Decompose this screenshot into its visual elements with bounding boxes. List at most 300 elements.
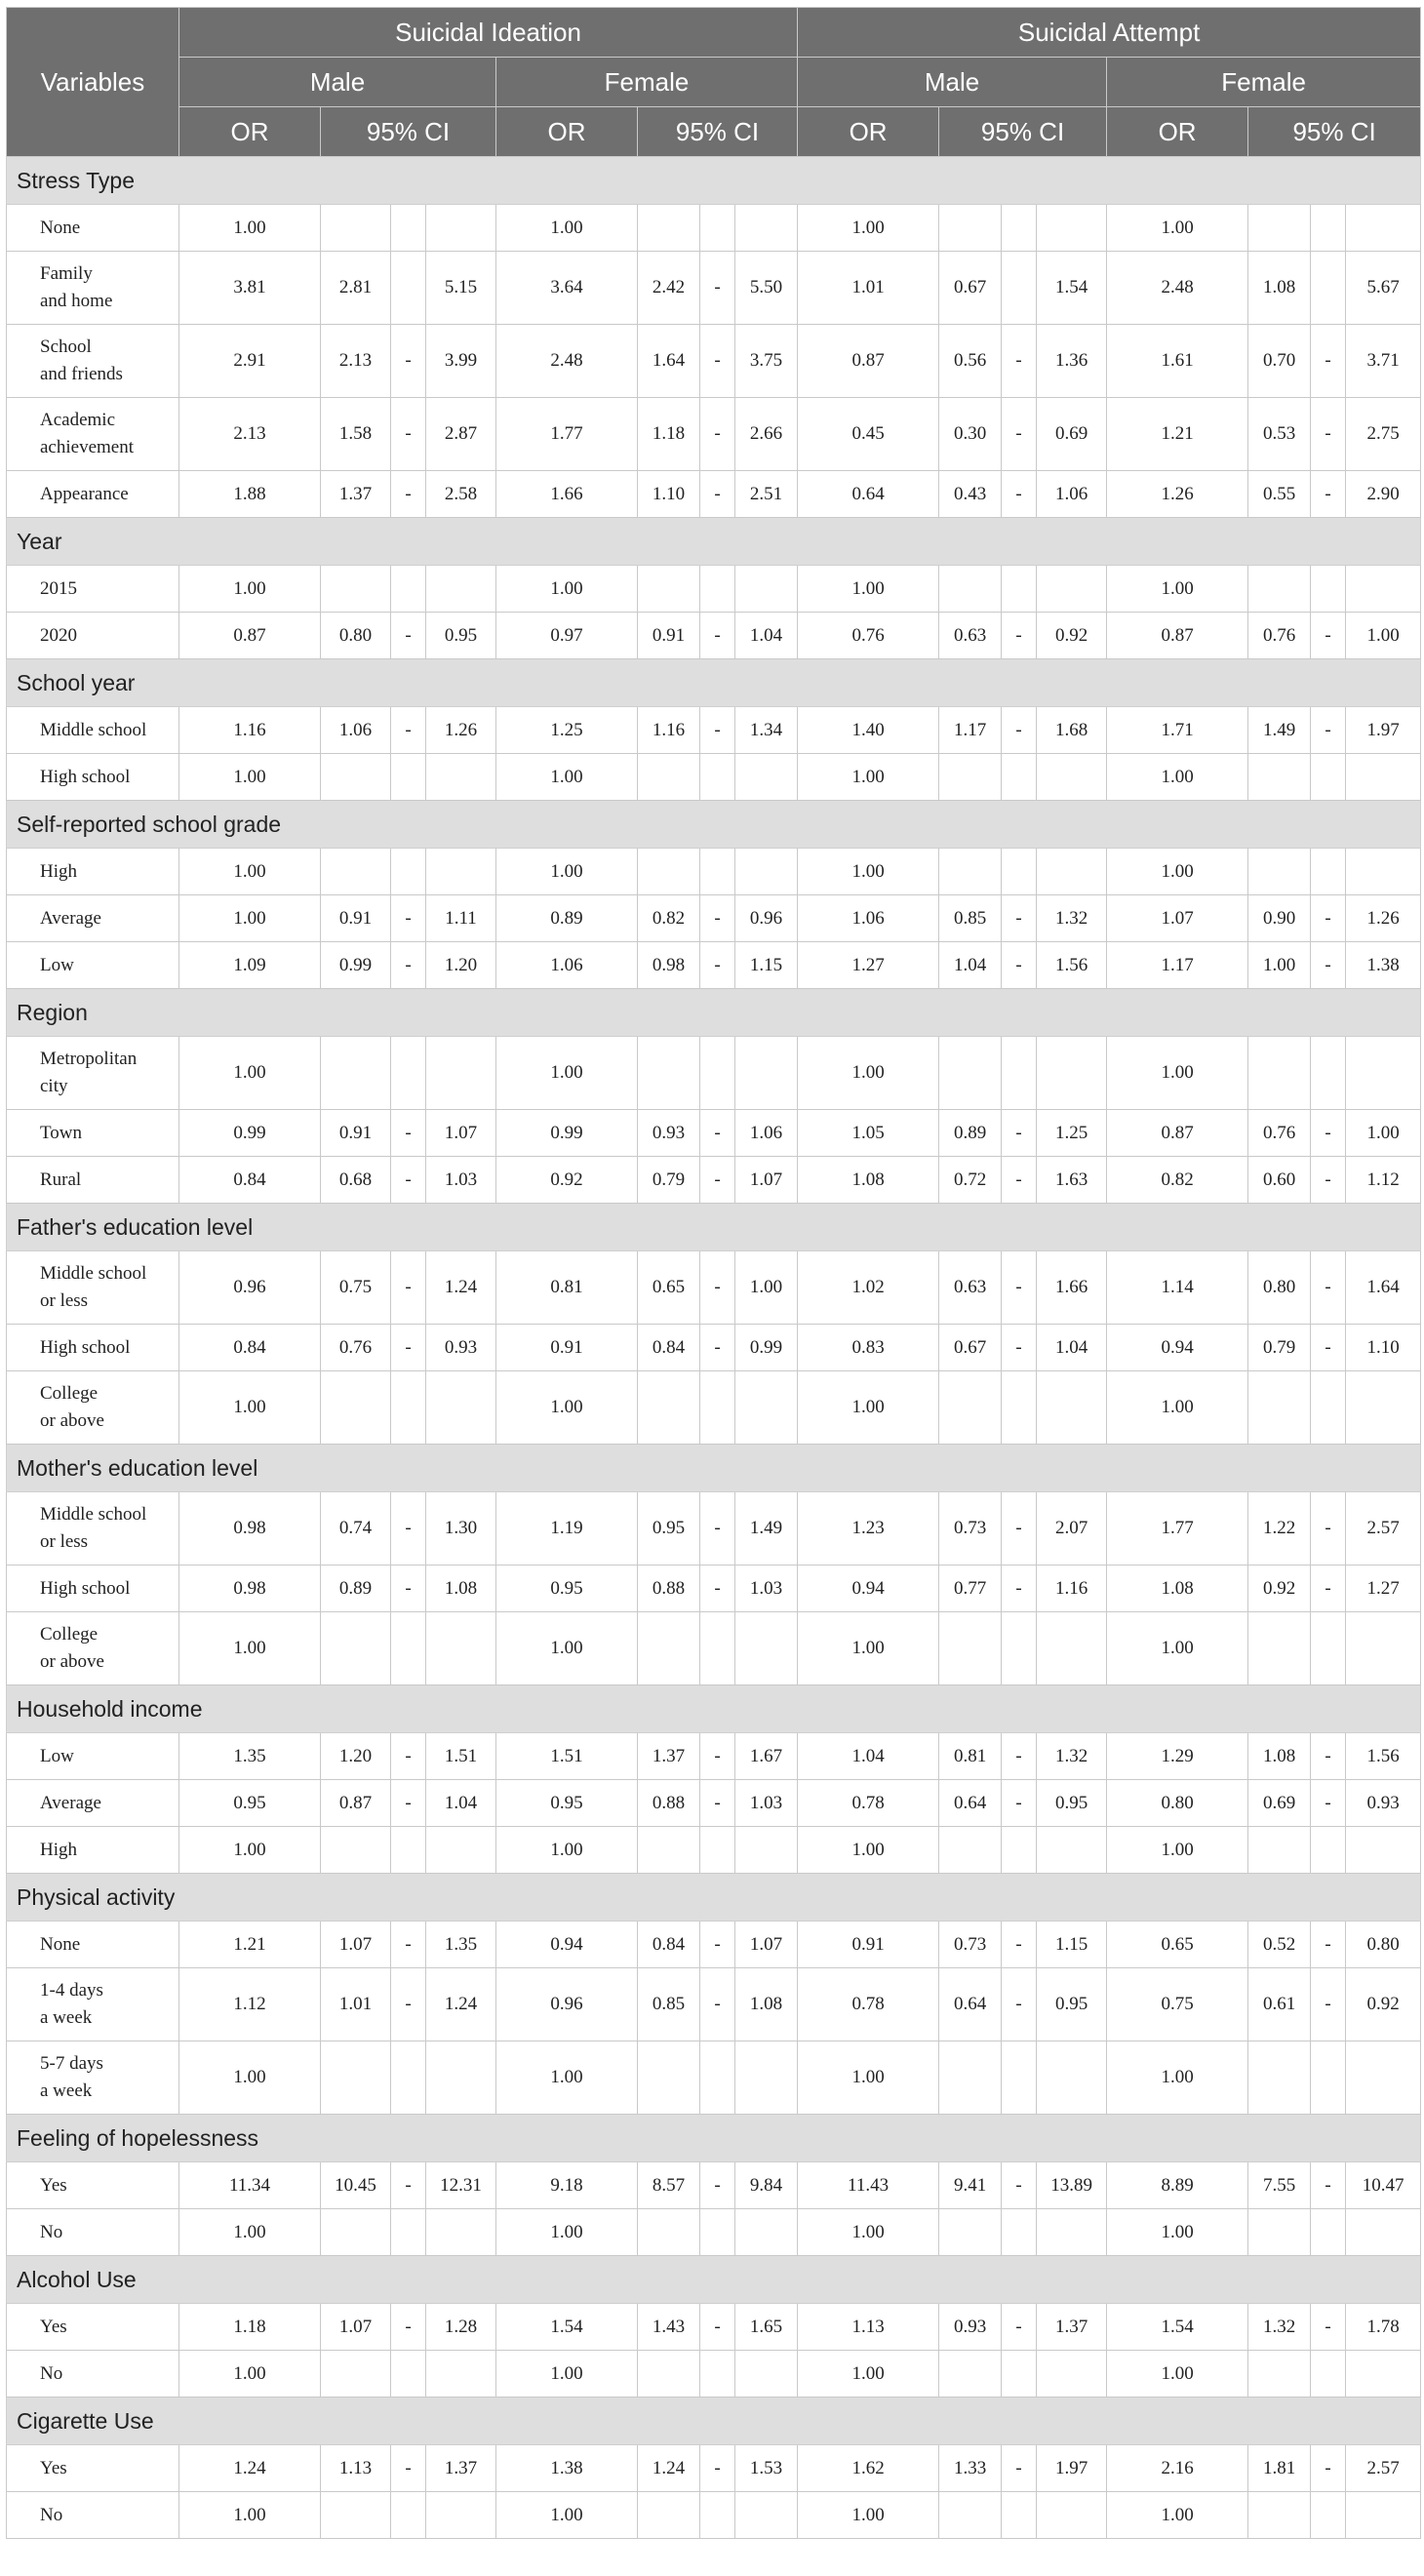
table-cell: 0.99 <box>179 1110 321 1157</box>
table-cell <box>391 2492 426 2539</box>
table-cell: 1.58 <box>321 398 391 471</box>
table-cell: 0.60 <box>1248 1157 1311 1204</box>
table-cell: 1.12 <box>1346 1157 1421 1204</box>
table-cell: - <box>391 2304 426 2351</box>
table-row <box>7 2351 1421 2398</box>
table-cell: - <box>391 613 426 659</box>
table-cell: - <box>391 1325 426 1371</box>
table-cell: 1.64 <box>1346 1251 1421 1325</box>
table-body <box>7 157 1421 2539</box>
table-cell: 0.92 <box>1037 613 1107 659</box>
table-cell: - <box>391 398 426 471</box>
table-cell: 1.00 <box>179 1037 321 1110</box>
table-cell: - <box>1002 325 1037 398</box>
table-cell: 1.17 <box>1107 942 1248 989</box>
table-cell <box>1037 1037 1107 1110</box>
table-cell <box>700 1037 735 1110</box>
row-label: 5-7 days a week <box>7 2041 179 2115</box>
table-cell <box>1248 1037 1311 1110</box>
table-cell: 1.54 <box>1107 2304 1248 2351</box>
table-cell <box>939 2492 1002 2539</box>
table-cell: 1.00 <box>735 1251 798 1325</box>
table-cell: 0.74 <box>321 1492 391 1565</box>
table-cell: 1.00 <box>179 2492 321 2539</box>
table-cell: 1.00 <box>496 2209 638 2256</box>
table-cell: - <box>1311 707 1346 754</box>
table-cell <box>1311 2041 1346 2115</box>
table-cell: 1.00 <box>1107 754 1248 801</box>
row-label: Middle school or less <box>7 1251 179 1325</box>
table-cell: 0.93 <box>939 2304 1002 2351</box>
table-cell <box>1346 2351 1421 2398</box>
table-cell <box>1346 2041 1421 2115</box>
table-cell <box>1346 754 1421 801</box>
section-title: Cigarette Use <box>7 2398 1421 2445</box>
table-cell <box>1002 2351 1037 2398</box>
table-cell: 0.64 <box>939 1968 1002 2041</box>
table-cell: - <box>1002 2445 1037 2492</box>
table-cell <box>426 566 496 613</box>
table-cell: 1.27 <box>1346 1565 1421 1612</box>
table-cell: - <box>1002 1780 1037 1827</box>
table-cell <box>321 2351 391 2398</box>
table-cell <box>1037 1827 1107 1874</box>
table-cell: 0.91 <box>638 613 700 659</box>
table-cell <box>426 1037 496 1110</box>
table-row <box>7 1251 1421 1325</box>
table-cell: - <box>700 1780 735 1827</box>
table-cell: 3.71 <box>1346 325 1421 398</box>
table-row <box>7 1325 1421 1371</box>
table-row <box>7 1612 1421 1685</box>
table-cell <box>1311 1037 1346 1110</box>
table-cell: 0.95 <box>179 1780 321 1827</box>
table-cell: 10.45 <box>321 2162 391 2209</box>
table-cell: 1.25 <box>496 707 638 754</box>
table-cell: - <box>391 471 426 518</box>
table-cell: 1.00 <box>179 895 321 942</box>
table-cell: 1.03 <box>426 1157 496 1204</box>
table-cell <box>1248 754 1311 801</box>
table-cell: 1.54 <box>496 2304 638 2351</box>
row-label: Town <box>7 1110 179 1157</box>
table-cell: 1.04 <box>798 1733 939 1780</box>
table-cell <box>1311 2492 1346 2539</box>
table-cell: 0.56 <box>939 325 1002 398</box>
row-label: Middle school or less <box>7 1492 179 1565</box>
table-row <box>7 1037 1421 1110</box>
table-cell <box>700 1612 735 1685</box>
row-label: 2015 <box>7 566 179 613</box>
table-cell: 1.26 <box>1107 471 1248 518</box>
table-cell <box>735 2209 798 2256</box>
table-cell: 0.97 <box>496 613 638 659</box>
table-cell: 0.95 <box>426 613 496 659</box>
table-cell <box>939 849 1002 895</box>
table-cell: 0.63 <box>939 1251 1002 1325</box>
row-label: Metropolitan city <box>7 1037 179 1110</box>
table-cell <box>426 1371 496 1445</box>
table-cell: 1.77 <box>1107 1492 1248 1565</box>
table-cell: 8.57 <box>638 2162 700 2209</box>
table-row <box>7 849 1421 895</box>
table-cell <box>638 754 700 801</box>
table-cell: 0.80 <box>321 613 391 659</box>
table-cell: 1.00 <box>179 2351 321 2398</box>
table-cell: 1.00 <box>496 1612 638 1685</box>
table-cell <box>1002 849 1037 895</box>
section-header-row <box>7 1445 1421 1492</box>
table-cell <box>426 1827 496 1874</box>
table-cell: 1.08 <box>735 1968 798 2041</box>
row-label: College or above <box>7 1371 179 1445</box>
table-cell <box>735 2351 798 2398</box>
table-cell: - <box>1311 1157 1346 1204</box>
section-header-row <box>7 2256 1421 2304</box>
table-cell: 1.25 <box>1037 1110 1107 1157</box>
table-cell <box>1248 1827 1311 1874</box>
table-cell: 1.71 <box>1107 707 1248 754</box>
table-cell <box>939 2351 1002 2398</box>
table-cell: 0.95 <box>638 1492 700 1565</box>
table-cell <box>939 1371 1002 1445</box>
table-cell: 1.00 <box>1107 2351 1248 2398</box>
table-cell: 0.75 <box>321 1251 391 1325</box>
table-cell <box>1037 566 1107 613</box>
section-title: Region <box>7 989 1421 1037</box>
row-label: Yes <box>7 2304 179 2351</box>
table-cell: - <box>1002 1733 1037 1780</box>
table-cell: 0.85 <box>638 1968 700 2041</box>
table-row <box>7 398 1421 471</box>
table-cell <box>391 1371 426 1445</box>
table-cell <box>1002 205 1037 252</box>
table-cell: 5.67 <box>1346 252 1421 325</box>
table-cell: 3.81 <box>179 252 321 325</box>
table-cell <box>391 849 426 895</box>
table-cell: 1.04 <box>939 942 1002 989</box>
row-label: High school <box>7 1565 179 1612</box>
section-title: Stress Type <box>7 157 1421 205</box>
table-cell: 2.42 <box>638 252 700 325</box>
table-cell: 1.97 <box>1037 2445 1107 2492</box>
table-cell: 1.26 <box>1346 895 1421 942</box>
table-cell: - <box>700 895 735 942</box>
row-label: Appearance <box>7 471 179 518</box>
table-cell <box>1248 566 1311 613</box>
table-cell: 1.32 <box>1037 895 1107 942</box>
table-row <box>7 2304 1421 2351</box>
table-cell: 3.99 <box>426 325 496 398</box>
table-cell: 1.66 <box>496 471 638 518</box>
table-cell <box>700 205 735 252</box>
section-header-row <box>7 1874 1421 1922</box>
or-header: OR <box>179 107 321 157</box>
table-cell: 3.64 <box>496 252 638 325</box>
table-cell: 0.98 <box>179 1492 321 1565</box>
table-cell <box>1346 1827 1421 1874</box>
section-header-row <box>7 518 1421 566</box>
table-cell: 2.13 <box>179 398 321 471</box>
table-cell: 1.06 <box>735 1110 798 1157</box>
table-cell <box>1346 2209 1421 2256</box>
table-cell: - <box>700 325 735 398</box>
ci-header: 95% CI <box>939 107 1107 157</box>
row-label: Middle school <box>7 707 179 754</box>
table-cell: 1.21 <box>1107 398 1248 471</box>
table-cell: 1.10 <box>1346 1325 1421 1371</box>
table-cell: 0.99 <box>735 1325 798 1371</box>
table-row <box>7 1827 1421 1874</box>
table-cell: - <box>1002 398 1037 471</box>
section-title: Mother's education level <box>7 1445 1421 1492</box>
row-label: 1-4 days a week <box>7 1968 179 2041</box>
table-cell: 9.84 <box>735 2162 798 2209</box>
table-cell: 0.87 <box>1107 1110 1248 1157</box>
table-cell: 1.00 <box>179 566 321 613</box>
row-label: 2020 <box>7 613 179 659</box>
table-cell: 0.80 <box>1248 1251 1311 1325</box>
table-cell <box>391 2209 426 2256</box>
table-cell: 1.00 <box>496 1827 638 1874</box>
table-cell <box>1248 205 1311 252</box>
table-cell: 0.84 <box>179 1325 321 1371</box>
table-cell: - <box>391 707 426 754</box>
table-cell <box>391 754 426 801</box>
table-cell: - <box>391 1922 426 1968</box>
table-cell: 0.91 <box>798 1922 939 1968</box>
table-cell: 1.00 <box>179 205 321 252</box>
table-cell: 1.03 <box>735 1565 798 1612</box>
section-title: School year <box>7 659 1421 707</box>
table-cell <box>638 1827 700 1874</box>
section-header-row <box>7 1685 1421 1733</box>
table-cell <box>1037 754 1107 801</box>
table-cell: 2.91 <box>179 325 321 398</box>
table-cell <box>1002 1827 1037 1874</box>
table-cell: - <box>1002 1968 1037 2041</box>
table-cell <box>391 2041 426 2115</box>
table-cell: 2.81 <box>321 252 391 325</box>
table-cell: 0.95 <box>1037 1968 1107 2041</box>
table-cell <box>1248 2209 1311 2256</box>
table-cell: 1.00 <box>179 2041 321 2115</box>
table-cell: 1.00 <box>496 2351 638 2398</box>
table-cell: - <box>1002 707 1037 754</box>
table-cell: 1.00 <box>496 754 638 801</box>
table-cell: 1.00 <box>179 1827 321 1874</box>
table-cell: 0.78 <box>798 1968 939 2041</box>
row-label: High <box>7 849 179 895</box>
table-cell <box>700 1371 735 1445</box>
table-cell: 0.70 <box>1248 325 1311 398</box>
section-header-row <box>7 801 1421 849</box>
table-cell <box>321 2209 391 2256</box>
table-cell: 3.75 <box>735 325 798 398</box>
table-cell <box>939 566 1002 613</box>
table-row <box>7 325 1421 398</box>
table-cell: 1.06 <box>496 942 638 989</box>
table-row <box>7 1110 1421 1157</box>
table-cell: 1.23 <box>798 1492 939 1565</box>
ideation-female-header: Female <box>496 58 798 107</box>
table-cell <box>1311 1827 1346 1874</box>
table-cell <box>735 566 798 613</box>
table-cell <box>1002 754 1037 801</box>
table-cell <box>700 2209 735 2256</box>
table-cell <box>735 849 798 895</box>
ci-header: 95% CI <box>321 107 496 157</box>
table-cell <box>426 2492 496 2539</box>
table-cell <box>1311 1612 1346 1685</box>
table-cell: 7.55 <box>1248 2162 1311 2209</box>
row-label: Average <box>7 1780 179 1827</box>
table-cell: 0.73 <box>939 1492 1002 1565</box>
table-cell: 1.30 <box>426 1492 496 1565</box>
table-cell: 1.08 <box>798 1157 939 1204</box>
table-cell <box>700 2041 735 2115</box>
table-cell: 2.90 <box>1346 471 1421 518</box>
table-cell: 1.00 <box>496 1037 638 1110</box>
table-cell: - <box>700 1565 735 1612</box>
table-cell: - <box>1311 1780 1346 1827</box>
table-cell: 2.87 <box>426 398 496 471</box>
table-cell <box>1037 2351 1107 2398</box>
table-cell <box>700 2351 735 2398</box>
table-cell: 1.00 <box>798 2492 939 2539</box>
table-cell <box>1248 1612 1311 1685</box>
table-header <box>7 8 1421 157</box>
table-cell <box>638 2492 700 2539</box>
table-cell: 1.32 <box>1248 2304 1311 2351</box>
table-row <box>7 205 1421 252</box>
table-cell: 0.94 <box>1107 1325 1248 1371</box>
table-cell <box>321 754 391 801</box>
section-title: Father's education level <box>7 1204 1421 1251</box>
table-cell: - <box>1311 325 1346 398</box>
table-cell <box>638 566 700 613</box>
table-cell: 0.77 <box>939 1565 1002 1612</box>
row-label: None <box>7 1922 179 1968</box>
table-row <box>7 2492 1421 2539</box>
section-title: Alcohol Use <box>7 2256 1421 2304</box>
table-cell: 0.98 <box>179 1565 321 1612</box>
table-row <box>7 1492 1421 1565</box>
table-cell: - <box>700 2445 735 2492</box>
table-cell: - <box>700 707 735 754</box>
attempt-female-header: Female <box>1107 58 1421 107</box>
table-cell: 1.07 <box>321 2304 391 2351</box>
table-cell: 1.97 <box>1346 707 1421 754</box>
table-cell: 1.00 <box>798 2209 939 2256</box>
table-cell <box>426 2351 496 2398</box>
table-cell: 1.49 <box>735 1492 798 1565</box>
table-cell: 1.00 <box>496 2041 638 2115</box>
table-row <box>7 707 1421 754</box>
table-cell: - <box>391 1780 426 1827</box>
table-cell: 1.37 <box>426 2445 496 2492</box>
suicidal-ideation-header: Suicidal Ideation <box>179 8 798 58</box>
table-cell: 0.89 <box>496 895 638 942</box>
table-cell: - <box>391 1733 426 1780</box>
table-cell: 0.80 <box>1346 1922 1421 1968</box>
table-cell <box>1002 2209 1037 2256</box>
table-row <box>7 1922 1421 1968</box>
table-cell <box>1037 2492 1107 2539</box>
table-cell: 1.22 <box>1248 1492 1311 1565</box>
table-cell: 1.00 <box>1346 613 1421 659</box>
table-cell: 1.00 <box>1107 2492 1248 2539</box>
table-cell: 1.00 <box>798 754 939 801</box>
table-cell: - <box>1311 895 1346 942</box>
table-cell: - <box>700 613 735 659</box>
table-cell: 1.00 <box>1107 2041 1248 2115</box>
table-cell: 0.43 <box>939 471 1002 518</box>
table-cell <box>1311 849 1346 895</box>
table-cell: - <box>700 1251 735 1325</box>
table-cell: 1.00 <box>1107 1612 1248 1685</box>
table-cell: 1.00 <box>798 849 939 895</box>
table-cell: 0.64 <box>798 471 939 518</box>
table-cell <box>1037 1371 1107 1445</box>
table-cell <box>939 1037 1002 1110</box>
table-cell: - <box>700 1492 735 1565</box>
table-cell: 9.41 <box>939 2162 1002 2209</box>
table-cell <box>321 2492 391 2539</box>
table-row <box>7 613 1421 659</box>
table-cell: 11.43 <box>798 2162 939 2209</box>
table-cell: 1.00 <box>496 205 638 252</box>
section-title: Year <box>7 518 1421 566</box>
table-cell: - <box>391 1565 426 1612</box>
table-cell: - <box>700 1922 735 1968</box>
row-label: No <box>7 2492 179 2539</box>
table-cell <box>1002 2041 1037 2115</box>
table-cell <box>426 205 496 252</box>
table-row <box>7 2162 1421 2209</box>
table-cell: 0.76 <box>1248 1110 1311 1157</box>
attempt-male-header: Male <box>798 58 1107 107</box>
table-cell: 1.16 <box>1037 1565 1107 1612</box>
table-cell: - <box>1311 1251 1346 1325</box>
table-cell: - <box>1002 1922 1037 1968</box>
table-cell: 0.69 <box>1248 1780 1311 1827</box>
table-cell: 0.76 <box>1248 613 1311 659</box>
table-cell: 1.63 <box>1037 1157 1107 1204</box>
table-cell: 1.08 <box>1248 252 1311 325</box>
table-cell: 1.28 <box>426 2304 496 2351</box>
section-title: Self-reported school grade <box>7 801 1421 849</box>
table-cell: 0.98 <box>638 942 700 989</box>
table-cell: 0.63 <box>939 613 1002 659</box>
table-cell: 1.24 <box>179 2445 321 2492</box>
table-cell <box>321 566 391 613</box>
table-cell: 0.96 <box>735 895 798 942</box>
table-cell: 1.37 <box>1037 2304 1107 2351</box>
table-cell: 0.78 <box>798 1780 939 1827</box>
table-cell <box>426 754 496 801</box>
table-cell <box>700 754 735 801</box>
table-cell <box>638 1371 700 1445</box>
table-cell: 1.07 <box>321 1922 391 1968</box>
table-cell: - <box>391 1492 426 1565</box>
table-cell: 1.27 <box>798 942 939 989</box>
table-cell <box>638 205 700 252</box>
table-cell <box>391 2351 426 2398</box>
table-cell: - <box>1311 1110 1346 1157</box>
table-cell: 0.64 <box>939 1780 1002 1827</box>
table-cell <box>1037 2041 1107 2115</box>
